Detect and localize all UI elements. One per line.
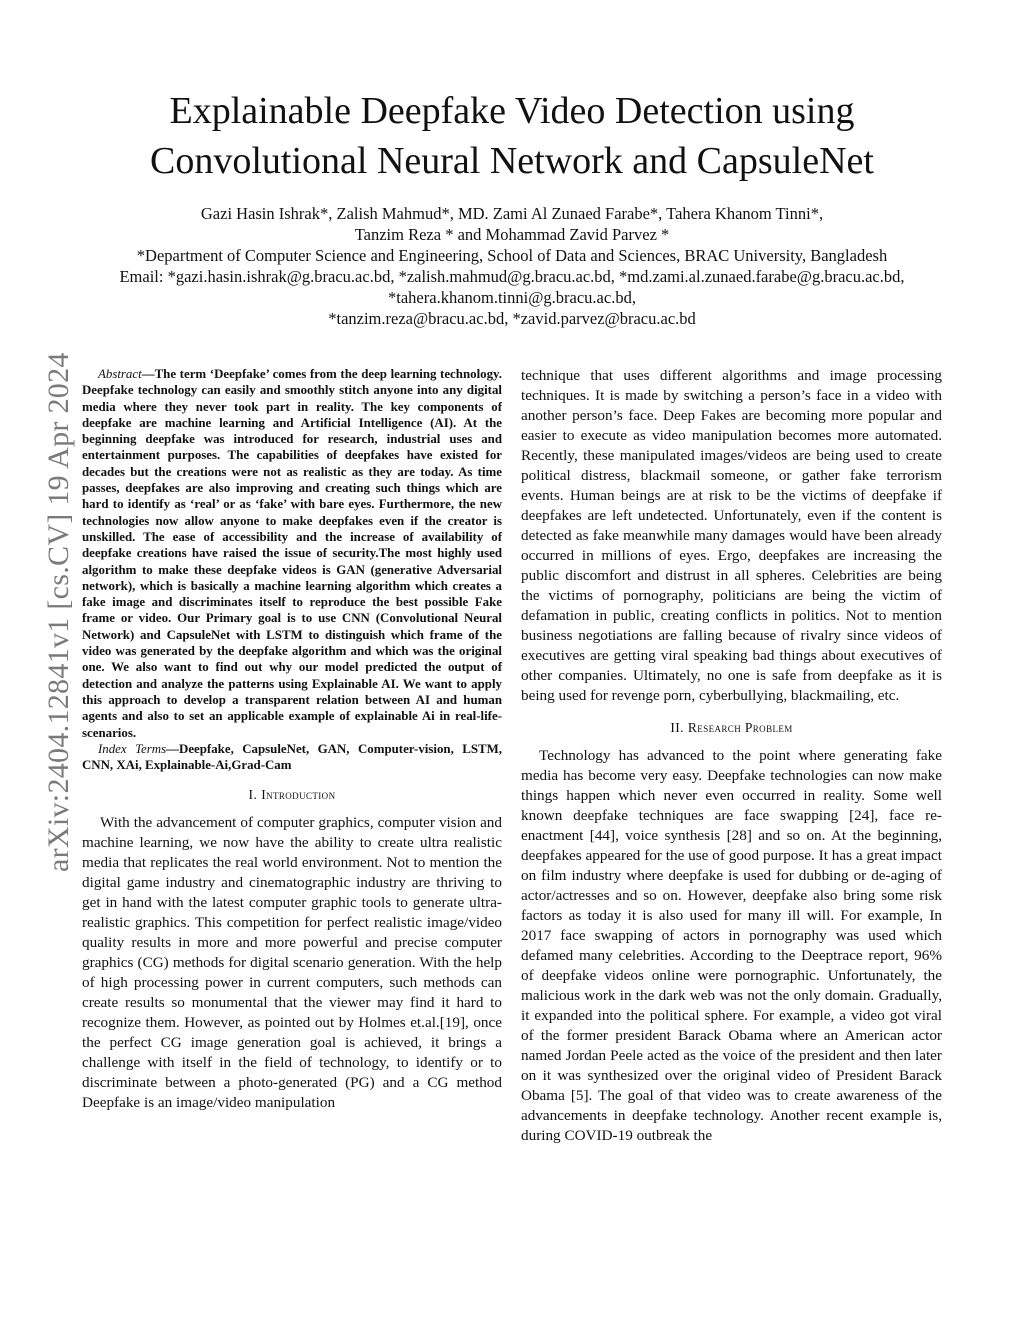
- author-block: [60, 203, 964, 329]
- introduction-continuation: technique that uses different algorithms and image processing techniques. It is made by switching a person’s face in a video with another person’s face. Deep Fakes are becoming more popular and easier to execute as video manipulation becomes more automated. Recently, these manipulated images/videos are being used to create political distress, blackmail someone, or gather fake terrorism events. Human beings are at risk to be the victims of deepfake if deepfakes are left undetected. Unfortunately, even if the content is detected as fake meanwhile many damages would have been already occurred in millions of eyes. Ergo, deepfakes are increasing the public discomfort and distrust in all spheres. Celebrities are being the victims of pornography, politicians are being the victim of defamation in public, creating conflicts in politics. Not to mention business negotiations are falling because of rivalry since videos of executives are getting viral speaking bad things about executives of other companies. Ultimately, no one is safe from deepfake as it is being used for revenge porn, cyberbullying, blackmailing, etc.: [521, 367, 942, 704]
- section-1-heading: [82, 785, 502, 805]
- paper-title: [60, 86, 964, 186]
- abstract: [82, 366, 502, 741]
- index-terms-label: Index Terms: [98, 741, 167, 756]
- section-2-body: Technology has advanced to the point where generating fake media has become very easy. Deepfake technologies can now make things happen which never even occurred in reality. Some well known deepfake techniques are face swapping [24], face re-enactment [44], voice synthesis [28] and so on. At the beginning, deepfakes appeared for the use of good purpose. It has a great impact on film industry where deepfake is used for dubbing or de-aging of actor/actresses and so on. However, deepfake also bring some risk factors as today it is also used for many ill will. For example, In 2017 face swapping of actors in pornography was used which defamed many celebrities. According to the Deeptrace report, 96% of deepfake videos online were pornographic. Unfortunately, the malicious work in the dark web was not the only domain. Gradually, it expanded into the political sphere. For example, a video got viral of the former president Barack Obama where an American actor named Jordan Peele acted as the voice of the president and then later on it was synthesized over the original video of President Barack Obama [5]. The goal of that video was to create awareness of the advancements in deepfake technology. Another recent example is, during COVID-19 outbreak the: [521, 747, 942, 1144]
- arxiv-identifier: arXiv:2404.12841v1 [cs.CV] 19 Apr 2024: [42, 352, 75, 872]
- email-line-2: *tahera.khanom.tinni@g.bracu.ac.bd,: [388, 288, 636, 307]
- author-names-line-2: Tanzim Reza * and Mohammad Zavid Parvez *: [354, 225, 670, 244]
- index-terms-text: —Deepfake, CapsuleNet, GAN, Computer-vision, LSTM, CNN, XAi, Explainable-Ai,Grad-Cam: [82, 741, 502, 773]
- abstract-label: Abstract: [98, 367, 142, 381]
- index-terms: [82, 741, 502, 774]
- email-line-1: Email: *gazi.hasin.ishrak@g.bracu.ac.bd, *zalish.mahmud@g.bracu.ac.bd, *md.zami.al.zunaed.farabe@g.bracu.ac.bd,: [119, 267, 905, 286]
- section-2-heading: [521, 718, 942, 738]
- section-1-title: Introduction: [261, 787, 336, 803]
- abstract-section: [82, 366, 502, 773]
- author-names-line-1: Gazi Hasin Ishrak*, Zalish Mahmud*, MD. Zami Al Zunaed Farabe*, Tahera Khanom Tinni*,: [200, 204, 824, 223]
- email-line-3: *tanzim.reza@bracu.ac.bd, *zavid.parvez@bracu.ac.bd: [328, 309, 696, 328]
- affiliation: *Department of Computer Science and Engineering, School of Data and Sciences, BRAC University, Bangladesh: [136, 246, 888, 265]
- section-2-title: Research Problem: [687, 720, 793, 735]
- section-1-body: With the advancement of computer graphics, computer vision and machine learning, we now have the ability to create ultra realistic media that replicates the real world environment. Not to mention the digital game industry and cinematographic industry are thriving to get in hand with the latest computer graphic tools to generate ultra-realistic graphics. This competition for perfect realistic image/video quality results in more and more powerful and precise computer graphics (CG) methods for digital scenario generation. With the help of high processing power in current computers, such methods can create results so monumental that the viewer may find it hard to recognize them. However, as pointed out by Holmes et.al.[19], once the perfect CG image generation goal is achieved, it brings a challenge with itself in the field of technology, to identify or to discriminate between a photo-generated (PG) and a CG method Deepfake is an image/video manipulation: [82, 814, 502, 1112]
- title-line-1: Explainable Deepfake Video Detection using: [169, 90, 855, 132]
- title-line-2: Convolutional Neural Network and CapsuleNet: [150, 140, 874, 182]
- abstract-text: —The term ‘Deepfake’ comes from the deep learning technology. Deepfake technology can easily and smoothly stitch anyone into any digital media where they never took part in reality. The key components of deepfake are machine learning and Artificial Intelligence (AI). At the beginning deepfake was introduced for research, industrial uses and entertainment purposes. The capabilities of deepfakes have existed for decades but the creations were not as realistic as they are today. As time passes, deepfakes are also improving and creating such things which are hard to identify as ‘real’ or as ‘fake’ with bare eyes. Furthermore, the new technologies now allow anyone to make deepfakes even if the creator is unskilled. The ease of accessibility and the increase of availability of deepfake creations have raised the issue of security.The most highly used algorithm to make these deepfake videos is GAN (generative Adversarial network), which is basically a machine learning algorithm which creates a fake image and discriminates itself to reproduce the best possible Fake frame or video. Our Primary goal is to use CNN (Convolutional Neural Network) and CapsuleNet with LSTM to distinguish which frame of the video was generated by the deepfake algorithm and which was the original one. We also want to find out why our model predicted the output of detection and analyze the patterns using Explainable AI. We want to apply this approach to develop a transparent relation between AI and human agents and also to set an applicable example of explainable Ai in real-life-scenarios.: [82, 367, 502, 740]
- section-2-number: II.: [670, 720, 684, 735]
- left-column: [82, 366, 502, 1113]
- right-column: [521, 366, 942, 1146]
- section-1-number: I.: [248, 787, 258, 803]
